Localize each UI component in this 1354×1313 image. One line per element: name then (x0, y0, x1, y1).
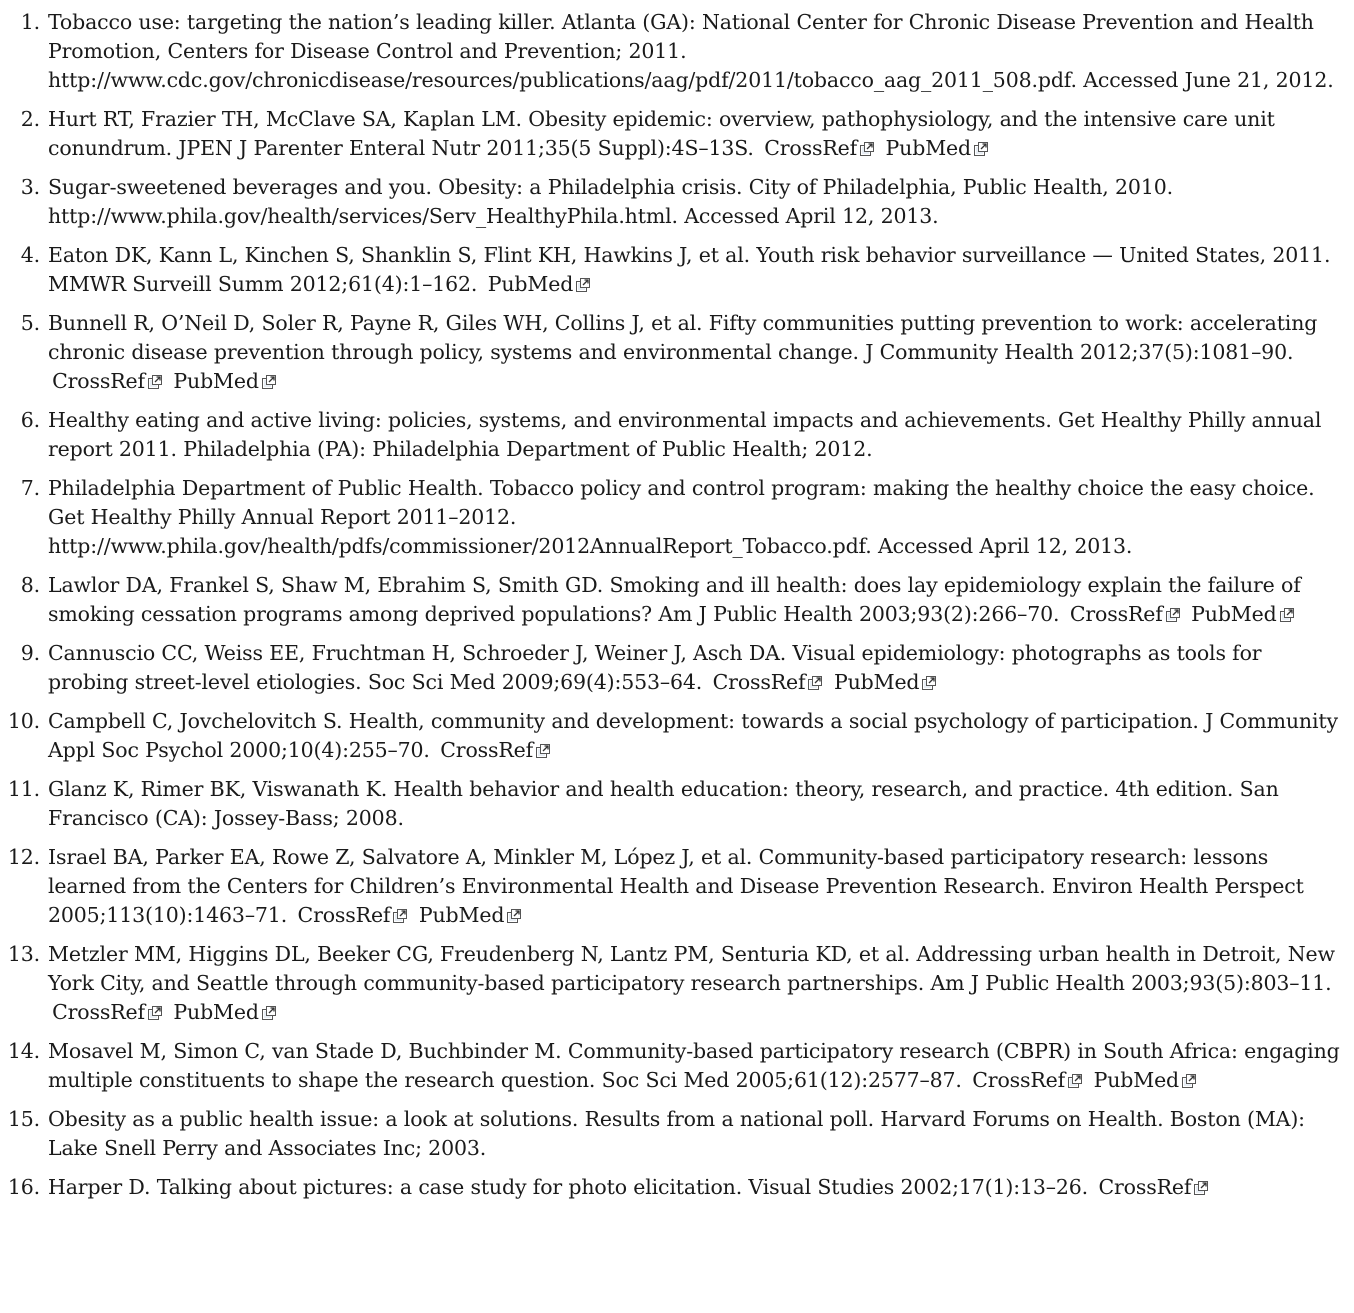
crossref-link[interactable] (972, 1068, 1089, 1092)
crossref-link[interactable] (713, 670, 830, 694)
reference-number: 15. (7, 1107, 40, 1131)
crossref-link-label[interactable]: CrossRef (764, 136, 858, 160)
reference-item (0, 639, 1354, 697)
pubmed-link-label[interactable]: PubMed (1093, 1068, 1180, 1092)
pubmed-link[interactable] (834, 670, 937, 694)
external-link-icon[interactable] (859, 141, 875, 157)
crossref-link-label[interactable]: CrossRef (972, 1068, 1066, 1092)
reference-number: 10. (7, 709, 40, 733)
reference-text: Bunnell R, O’Neil D, Soler R, Payne R, Giles WH, Collins J, et al. Fifty communities putting prevention to work: accelerating chronic disease prevention through policy, systems and environmental change. J Community Health 2012;37(5):1081–90. (48, 311, 1318, 364)
crossref-link[interactable] (1070, 602, 1187, 626)
reference-body (48, 571, 1344, 629)
reference-body (48, 1173, 1344, 1202)
crossref-link-label[interactable]: CrossRef (52, 369, 145, 393)
reference-text: Cannuscio CC, Weiss EE, Fruchtman H, Schroeder J, Weiner J, Asch DA. Visual epidemiology: photographs as tools for probing street-level etiologies. Soc Sci Med 2009;69(4):553–64. (48, 641, 1262, 694)
reference-item (0, 1037, 1354, 1095)
external-link-icon[interactable] (1067, 1073, 1083, 1089)
reference-body (48, 843, 1344, 930)
crossref-link-label[interactable]: CrossRef (52, 1000, 145, 1024)
reference-item (0, 1173, 1354, 1202)
reference-text: Glanz K, Rimer BK, Viswanath K. Health behavior and health education: theory, research, and practice. 4th edition. San Francisco (CA): Jossey-Bass; 2008. (48, 777, 1279, 830)
reference-body (48, 309, 1344, 396)
reference-text: Sugar-sweetened beverages and you. Obesity: a Philadelphia crisis. City of Philadelphia, Public Health, 2010. http://www.phila.gov/health/services/Serv_HealthyPhila.html. Accessed April 12, 2013. (48, 175, 1173, 228)
reference-item (0, 8, 1354, 95)
reference-text: Obesity as a public health issue: a look at solutions. Results from a national poll. Harvard Forums on Health. Boston (MA): Lake Snell Perry and Associates Inc; 2003. (48, 1107, 1305, 1160)
pubmed-link-label[interactable]: PubMed (833, 670, 920, 694)
reference-number: 12. (7, 845, 40, 869)
reference-text: Tobacco use: targeting the nation’s leading killer. Atlanta (GA): National Center for Chronic Disease Prevention and Health Promotion, Centers for Disease Control and Prevention; 2011. http://www.cdc.gov/chronicdisease/resources/publications/aag/pdf/2011/tobacco_aag_2011_508.pdf. Accessed June 21, 2012. (48, 10, 1334, 92)
reference-text: Harper D. Talking about pictures: a case study for photo elicitation. Visual Studies 2002;17(1):13–26. (48, 1175, 1089, 1199)
crossref-link[interactable] (298, 903, 415, 927)
reference-body (48, 474, 1344, 561)
reference-item (0, 173, 1354, 231)
external-link-icon[interactable] (973, 141, 989, 157)
reference-item (0, 843, 1354, 930)
external-link-icon[interactable] (1279, 607, 1295, 623)
reference-item (0, 241, 1354, 299)
external-link-icon[interactable] (147, 374, 163, 390)
reference-body (48, 105, 1344, 163)
reference-number: 9. (20, 641, 40, 665)
pubmed-link-label[interactable]: PubMed (1191, 602, 1277, 626)
pubmed-link[interactable] (173, 1000, 276, 1024)
reference-number: 2. (20, 107, 40, 131)
reference-item (0, 775, 1354, 833)
external-link-icon[interactable] (1181, 1073, 1197, 1089)
crossref-link[interactable] (1099, 1175, 1210, 1199)
external-link-icon[interactable] (921, 675, 937, 691)
reference-number: 6. (20, 408, 40, 432)
reference-text: Mosavel M, Simon C, van Stade D, Buchbinder M. Community-based participatory research (CBPR) in South Africa: engaging multiple constituents to shape the research question. Soc Sci Med 2005;61(12):2577–87. (48, 1039, 1340, 1092)
external-link-icon[interactable] (392, 908, 408, 924)
reference-body (48, 707, 1344, 765)
reference-item (0, 707, 1354, 765)
reference-number: 1. (20, 10, 40, 34)
reference-number: 8. (20, 573, 40, 597)
crossref-link-label[interactable]: CrossRef (1098, 1175, 1192, 1199)
pubmed-link[interactable] (1094, 1068, 1197, 1092)
reference-number: 14. (7, 1039, 40, 1063)
reference-number: 11. (7, 777, 40, 801)
crossref-link-label[interactable]: CrossRef (712, 670, 806, 694)
reference-body (48, 1105, 1344, 1163)
crossref-link[interactable] (440, 738, 551, 762)
reference-body (48, 241, 1344, 299)
reference-item (0, 1105, 1354, 1163)
crossref-link-label[interactable]: CrossRef (440, 738, 534, 762)
reference-body (48, 173, 1344, 231)
pubmed-link[interactable] (1191, 602, 1294, 626)
reference-body (48, 940, 1344, 1027)
reference-body (48, 775, 1344, 833)
reference-number: 3. (20, 175, 40, 199)
reference-text: Eaton DK, Kann L, Kinchen S, Shanklin S, Flint KH, Hawkins J, et al. Youth risk behavior surveillance — United States, 2011. MMWR Surveill Summ 2012;61(4):1–162. (48, 243, 1331, 296)
pubmed-link-label[interactable]: PubMed (173, 369, 259, 393)
pubmed-link-label[interactable]: PubMed (487, 272, 574, 296)
external-link-icon[interactable] (261, 374, 277, 390)
pubmed-link-label[interactable]: PubMed (173, 1000, 259, 1024)
reference-item (0, 105, 1354, 163)
external-link-icon[interactable] (1165, 607, 1181, 623)
reference-item (0, 571, 1354, 629)
reference-number: 5. (20, 311, 40, 335)
external-link-icon[interactable] (535, 743, 551, 759)
reference-body (48, 639, 1344, 697)
reference-text: Campbell C, Jovchelovitch S. Health, community and development: towards a social psychology of participation. J Community Appl Soc Psychol 2000;10(4):255–70. (48, 709, 1338, 762)
pubmed-link[interactable] (488, 272, 591, 296)
external-link-icon[interactable] (1193, 1180, 1209, 1196)
reference-item (0, 309, 1354, 396)
reference-item (0, 474, 1354, 561)
pubmed-link[interactable] (419, 903, 522, 927)
reference-body (48, 406, 1344, 464)
reference-item (0, 406, 1354, 464)
crossref-link[interactable] (764, 136, 881, 160)
reference-text: Healthy eating and active living: policies, systems, and environmental impacts and achievements. Get Healthy Philly annual report 2011. Philadelphia (PA): Philadelphia Department of Public Health; 2012. (48, 408, 1322, 461)
pubmed-link[interactable] (886, 136, 989, 160)
external-link-icon[interactable] (261, 1005, 277, 1021)
reference-text: Metzler MM, Higgins DL, Beeker CG, Freudenberg N, Lantz PM, Senturia KD, et al. Addressing urban health in Detroit, New York City, and Seattle through community-based participatory research partnerships. Am J Public Health 2003;93(5):803–11. (48, 942, 1335, 995)
crossref-link-label[interactable]: CrossRef (1069, 602, 1163, 626)
reference-text: Philadelphia Department of Public Health. Tobacco policy and control program: making the healthy choice the easy choice. Get Healthy Philly Annual Report 2011–2012. http://www.phila.gov/health/pdfs/commissioner/2012AnnualReport_Tobacco.pdf. Accessed April 12, 2013. (48, 476, 1315, 558)
reference-number: 13. (7, 942, 40, 966)
external-link-icon[interactable] (807, 675, 823, 691)
external-link-icon[interactable] (147, 1005, 163, 1021)
reference-text: Israel BA, Parker EA, Rowe Z, Salvatore A, Minkler M, López J, et al. Community-based participatory research: lessons learned from the Centers for Children’s Environmental Health and Disease Prevention Research. Environ Health Perspect 2005;113(10):1463–71. (48, 845, 1304, 927)
crossref-link[interactable] (52, 1000, 169, 1024)
reference-number: 16. (7, 1175, 40, 1199)
external-link-icon[interactable] (506, 908, 522, 924)
reference-number: 7. (20, 476, 40, 500)
crossref-link-label[interactable]: CrossRef (297, 903, 391, 927)
reference-item (0, 940, 1354, 1027)
reference-number: 4. (20, 243, 40, 267)
external-link-icon[interactable] (575, 277, 591, 293)
crossref-link[interactable] (52, 369, 169, 393)
reference-text: Lawlor DA, Frankel S, Shaw M, Ebrahim S, Smith GD. Smoking and ill health: does lay epidemiology explain the failure of smoking cessation programs among deprived populations? Am J Public Health 2003;93(2):266–70. (48, 573, 1301, 626)
reference-text: Hurt RT, Frazier TH, McClave SA, Kaplan LM. Obesity epidemic: overview, pathophysiology, and the intensive care unit conundrum. JPEN J Parenter Enteral Nutr 2011;35(5 Suppl):4S–13S. (48, 107, 1275, 160)
pubmed-link-label[interactable]: PubMed (418, 903, 505, 927)
pubmed-link[interactable] (173, 369, 276, 393)
reference-body (48, 8, 1344, 95)
reference-body (48, 1037, 1344, 1095)
pubmed-link-label[interactable]: PubMed (885, 136, 971, 160)
